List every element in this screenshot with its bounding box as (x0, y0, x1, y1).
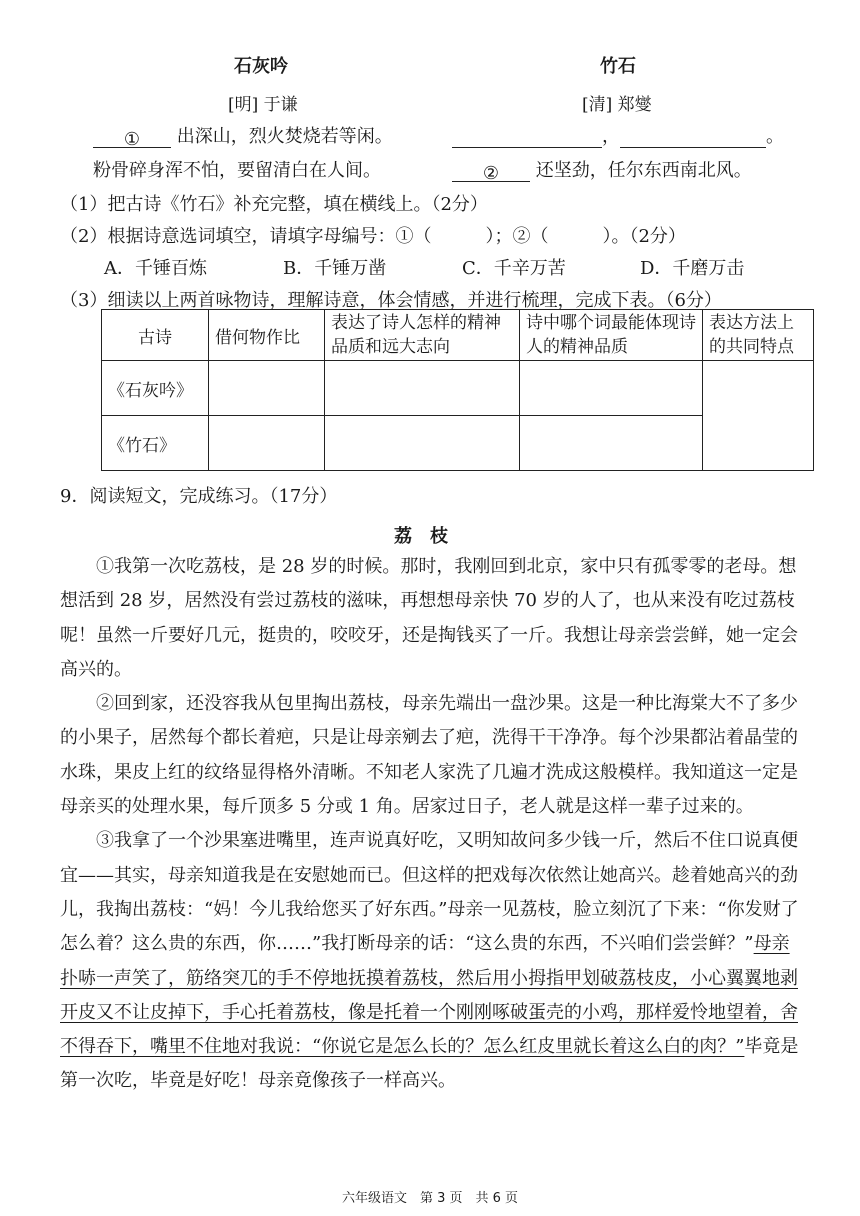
q2-option-c: C．千辛万苦 (462, 258, 566, 279)
table-row-label: 《竹石》 (102, 416, 209, 471)
poem1-author: [明] 于谦 (228, 95, 298, 115)
poem2-title: 竹石 (600, 56, 636, 77)
article-body (60, 550, 800, 1099)
table-header-row (102, 310, 814, 361)
answer-cell[interactable] (520, 416, 703, 471)
answer-cell-common[interactable] (703, 361, 814, 471)
table-header-cell: 诗中哪个词最能体现诗人的精神品质 (520, 310, 703, 361)
question-9: 9．阅读短文，完成练习。（17分） (60, 486, 338, 507)
blank-2-mark: ② (482, 163, 500, 184)
summary-table (101, 309, 814, 471)
answer-cell[interactable] (520, 361, 703, 416)
table-row-label: 《石灰吟》 (102, 361, 209, 416)
q2-option-b: B．千锤万凿 (283, 258, 387, 279)
table-header-cell: 借何物作比 (209, 310, 325, 361)
poem2-blank-b[interactable] (620, 129, 766, 148)
table-row (102, 361, 814, 416)
poem2-comma: ， (602, 126, 620, 147)
poem2-line2 (452, 156, 752, 182)
q2-option-d: D．千磨万击 (640, 258, 745, 279)
poem1-line1-text: 出深山，烈火焚烧若等闲。 (176, 126, 393, 147)
poem2-line1 (452, 122, 784, 148)
table-header-cell: 古诗 (102, 310, 209, 361)
blank-2[interactable] (452, 163, 530, 182)
answer-cell[interactable] (209, 416, 325, 471)
question-2: （2）根据诗意选词填空，请填字母编号：①（ ）；②（ ）。（2分） (60, 226, 686, 247)
poem1-line2: 粉骨碎身浑不怕，要留清白在人间。 (93, 160, 381, 181)
poem2-blank-a[interactable] (452, 129, 602, 148)
paragraph-1: ①我第一次吃荔枝，是 28 岁的时候。那时，我刚回到北京，家中只有孤零零的老母。想想活到 28 岁，居然没有尝过荔枝的滋味，再想想母亲快 70 岁的人了，也从来没有吃过荔枝呢！虽然一斤要好几元，挺贵的，咬咬牙，还是掏钱买了一斤。我想让母亲尝尝鲜，她一定会高兴的。 (60, 556, 798, 680)
table-header-cell: 表达了诗人怎样的精神品质和远大志向 (325, 310, 520, 361)
question-1: （1）把古诗《竹石》补充完整，填在横线上。（2分） (60, 194, 488, 215)
table-header-cell: 表达方法上的共同特点 (703, 310, 814, 361)
answer-cell[interactable] (325, 361, 520, 416)
paragraph-3 (60, 824, 800, 1098)
paragraph-3-end: 毕竟是第一次吃，毕竟是好吃！母亲竟像孩子一样高兴。 (60, 1036, 799, 1092)
poem2-period: 。 (766, 126, 784, 147)
blank-1[interactable] (93, 129, 171, 148)
answer-cell[interactable] (325, 416, 520, 471)
poem2-line2-text: 还坚劲，任尔东西南北风。 (535, 160, 752, 181)
answer-cell[interactable] (209, 361, 325, 416)
underlined-passage: 母亲扑哧一声笑了，筋络突兀的手不停地抚摸着荔枝，然后用小拇指甲划破荔枝皮，小心翼翼地剥开皮又不让皮掉下，手心托着荔枝，像是托着一个刚刚啄破蛋壳的小鸡，那样爱怜地望着，舍不得吞下，嘴里不住地对我说：“你说它是怎么长的？怎么红皮里就长着这么白的肉？” (60, 933, 798, 1058)
blank-1-mark: ① (123, 129, 141, 150)
page-footer: 六年级语文 第 3 页 共 6 页 (341, 1191, 519, 1206)
q2-option-a: A．千锤百炼 (104, 258, 207, 279)
article-title: 荔 枝 (394, 526, 448, 547)
paragraph-2: ②回到家，还没容我从包里掏出荔枝，母亲先端出一盘沙果。这是一种比海棠大不了多少的小果子，居然每个都长着疤，只是让母亲剜去了疤，洗得干干净净。每个沙果都沾着晶莹的水珠，果皮上红的纹络显得格外清晰。不知老人家洗了几遍才洗成这般模样。我知道这一定是母亲买的处理水果，每斤顶多 5 分或 1 角。居家过日子，老人就是这样一辈子过来的。 (60, 693, 798, 818)
poem1-line1 (93, 122, 393, 148)
poem2-author: [清] 郑燮 (582, 95, 652, 115)
paragraph-3-text: ③我拿了一个沙果塞进嘴里，连声说真好吃，又明知故问多少钱一斤，然后不住口说真便宜——其实，母亲知道我是在安慰她而已。但这样的把戏每次依然让她高兴。趁着她高兴的劲儿，我掏出荔枝：“妈！今儿我给您买了好东西。”母亲一见荔枝，脸立刻沉了下来：“你发财了怎么着？这么贵的东西，你……”我打断母亲的话：“这么贵的东西，不兴咱们尝尝鲜？” (60, 830, 799, 955)
question-3: （3）细读以上两首咏物诗，理解诗意，体会情感，并进行梳理，完成下表。（6分） (60, 290, 722, 311)
poem1-title: 石灰吟 (234, 56, 288, 77)
